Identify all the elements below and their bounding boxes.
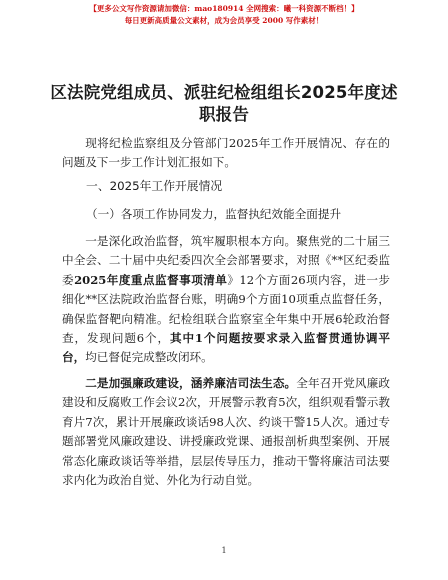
- paragraph-emphasis: 2025年度重点监督事项清单: [74, 272, 228, 287]
- paragraph-text: 聚焦党的二十届三中全会、二十届中央纪委四次全会部署要求，对照《**区纪委监委: [62, 234, 390, 287]
- paragraph-lead: 一是深化政治监督，筑牢履职根本方向。: [85, 234, 297, 248]
- section-heading: 一、2025年工作开展情况: [86, 179, 223, 193]
- promo-banner-line-1: 【更多公文写作资源请加微信：mao180914 全网搜索：曦一科资源不断档！】: [89, 4, 359, 13]
- paragraph-text: 全年召开党风廉政建设和反腐败工作会议2次，开展警示教育5次，组织观看警示教育片7次，累计开展廉政谈话98人次、约谈干警15人次。通过专题部署党风廉政建设、讲授廉政党课、通报剖析典型案例、开展常态化廉政谈话等举措，层层传导压力，推动干警将廉洁司法要求内化为政治自觉、外化为行动自觉。: [62, 376, 390, 488]
- page-number: 1: [221, 546, 227, 555]
- document-title: 区法院党组成员、派驻纪检组组长2025年度述职报告: [50, 83, 398, 124]
- paragraph-text: 》12个方面26项内容，进一步细化**区法院政治监督台账，明确9个方面10项重点监督任务，确保监督靶向精准。纪检组联合监察室全年集中开展6轮政治督查，发现问题6个，: [62, 272, 390, 346]
- paragraph-integrity-building: [62, 374, 390, 490]
- promo-banner-line-2: 每日更新高质量公文素材，成为会员享受 2000 写作素材！: [124, 16, 324, 25]
- paragraph-lead: 二是加强廉政建设，涵养廉洁司法生态。: [85, 376, 297, 390]
- paragraph-political-supervision: [62, 232, 390, 368]
- paragraph-emphasis: 其中1个问题按要求录入监督贯通协调平台，: [62, 331, 390, 365]
- subsection-heading: （一）各项工作协同发力，监督执纪效能全面提升: [86, 207, 342, 221]
- intro-paragraph: 现将纪检监察组及分管部门2025年工作开展情况、存在的问题及下一步工作计划汇报如下。: [62, 136, 390, 170]
- paragraph-text: 均已督促完成整改闭环。: [85, 350, 213, 365]
